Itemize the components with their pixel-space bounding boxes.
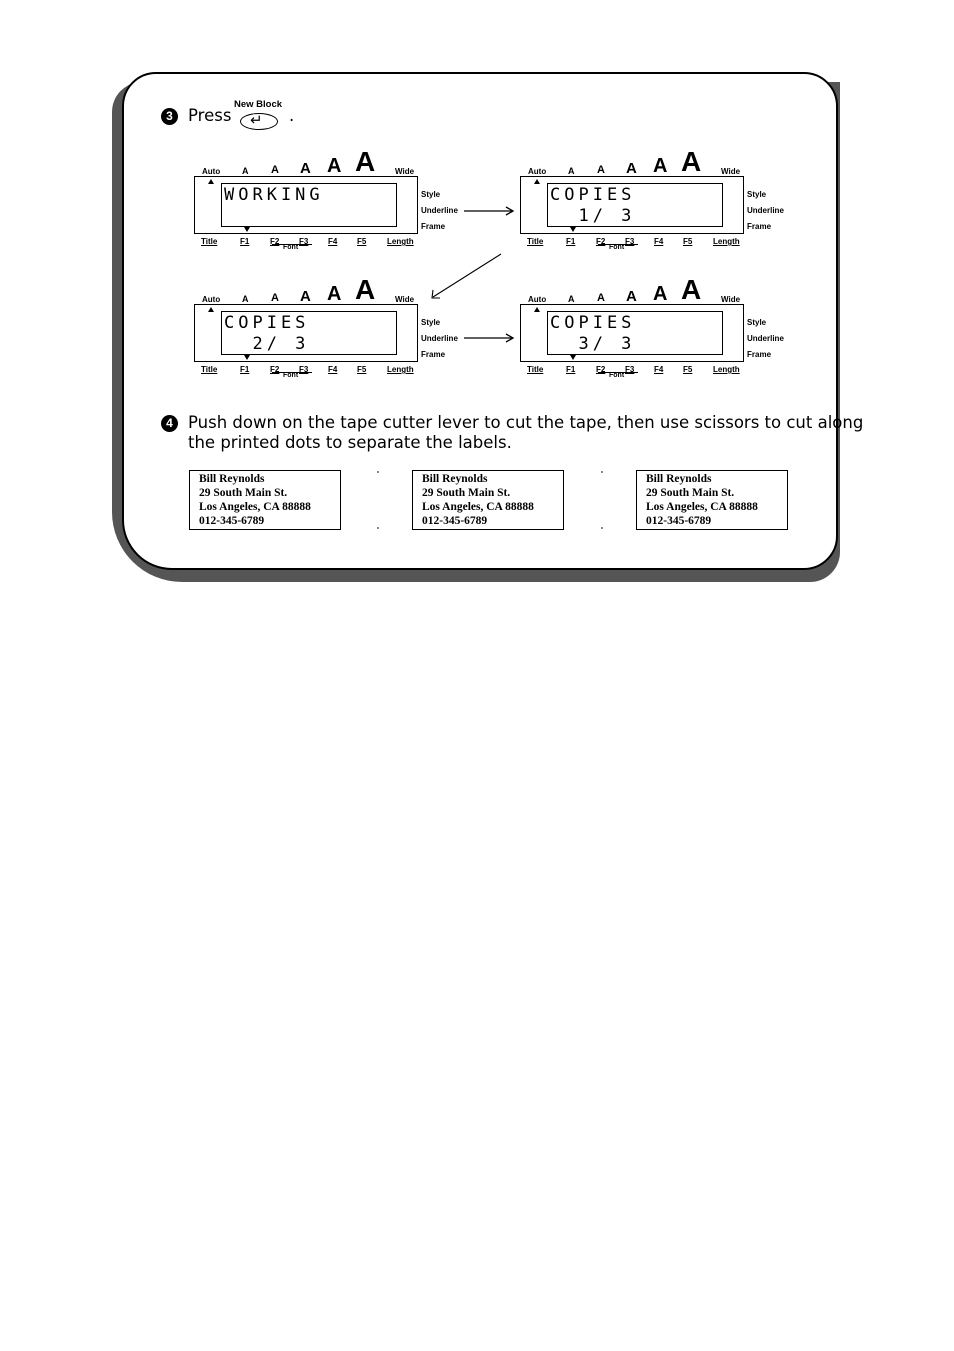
cursor-up-icon bbox=[208, 179, 214, 184]
lcd-display-2 bbox=[520, 146, 784, 251]
label-line: Bill Reynolds bbox=[199, 473, 265, 485]
size-indicator: A bbox=[300, 288, 311, 305]
function-key-label: Title bbox=[527, 365, 544, 374]
side-indicator: Style bbox=[421, 190, 441, 199]
size-indicator: A bbox=[568, 294, 575, 304]
function-key-row bbox=[200, 237, 424, 247]
side-indicator: Underline bbox=[747, 206, 784, 215]
side-indicator: Style bbox=[747, 190, 767, 199]
side-indicator: Frame bbox=[747, 350, 772, 359]
function-key-label: F1 bbox=[566, 365, 576, 374]
new-block-key-label: New Block bbox=[234, 99, 283, 110]
function-key-label: F2 bbox=[270, 237, 280, 246]
label-line: 012-345-6789 bbox=[646, 515, 712, 527]
size-indicator: A bbox=[355, 146, 376, 177]
function-key-label: Length bbox=[387, 237, 414, 246]
font-size-indicators bbox=[520, 146, 760, 177]
cut-dot bbox=[377, 471, 379, 473]
step-3-period: . bbox=[289, 106, 295, 125]
printed-label-1 bbox=[189, 470, 341, 530]
function-key-label: Length bbox=[387, 365, 414, 374]
size-indicator: Auto bbox=[202, 167, 221, 176]
lcd-line-1: COPIES bbox=[550, 185, 636, 205]
lcd-screen bbox=[194, 304, 418, 362]
function-key-label: Title bbox=[201, 365, 218, 374]
step-4-number: 4 bbox=[161, 415, 178, 432]
side-indicator: Underline bbox=[421, 206, 458, 215]
cursor-down-icon bbox=[244, 355, 250, 360]
function-key-label: F4 bbox=[328, 237, 338, 246]
side-indicator: Frame bbox=[421, 222, 446, 231]
function-key-label: F5 bbox=[357, 237, 367, 246]
lcd-line-1: WORKING bbox=[224, 185, 324, 205]
side-indicator: Frame bbox=[747, 222, 772, 231]
cut-dot bbox=[377, 527, 379, 529]
lcd-screen bbox=[520, 304, 744, 362]
size-indicator: A bbox=[242, 294, 249, 304]
size-indicator: A bbox=[597, 292, 605, 304]
step-3-number: 3 bbox=[161, 108, 178, 125]
lcd-display-4 bbox=[520, 274, 784, 379]
size-indicator: A bbox=[327, 155, 342, 177]
function-key-row bbox=[526, 365, 750, 375]
label-line: 012-345-6789 bbox=[199, 515, 265, 527]
size-indicator: Wide bbox=[395, 295, 415, 304]
step-3-text: Press bbox=[188, 106, 232, 125]
side-indicator: Frame bbox=[421, 350, 446, 359]
function-key-label: F5 bbox=[683, 365, 693, 374]
size-indicator: A bbox=[242, 166, 249, 176]
function-key-label: F4 bbox=[654, 365, 664, 374]
size-indicator: A bbox=[327, 283, 342, 305]
function-key-label: F5 bbox=[357, 365, 367, 374]
cut-dot bbox=[601, 471, 603, 473]
size-indicator: A bbox=[271, 164, 279, 176]
function-key-label: F3 bbox=[299, 237, 309, 246]
size-indicator: A bbox=[355, 274, 376, 305]
size-indicator: A bbox=[653, 155, 668, 177]
lcd-line-2: 2/ 3 bbox=[224, 334, 310, 354]
step-4-line-2: the printed dots to separate the labels. bbox=[188, 433, 512, 452]
enter-icon: ↵ bbox=[250, 112, 263, 129]
printed-label-3 bbox=[636, 470, 788, 530]
function-key-label: Title bbox=[201, 237, 218, 246]
size-indicator: Auto bbox=[202, 295, 221, 304]
function-key-label: F5 bbox=[683, 237, 693, 246]
label-line: 29 South Main St. bbox=[646, 487, 735, 499]
function-key-label: Length bbox=[713, 365, 740, 374]
label-line: Los Angeles, CA 88888 bbox=[646, 501, 758, 513]
label-line: 012-345-6789 bbox=[422, 515, 488, 527]
lcd-display-1 bbox=[194, 146, 458, 251]
function-key-label: Title bbox=[527, 237, 544, 246]
font-label: Font bbox=[609, 372, 625, 379]
size-indicator: A bbox=[653, 283, 668, 305]
step-4-line-1: Push down on the tape cutter lever to cut the tape, then use scissors to cut along bbox=[188, 413, 864, 432]
function-key-row bbox=[526, 237, 750, 247]
new-block-key bbox=[240, 113, 278, 130]
side-indicator: Underline bbox=[421, 334, 458, 343]
size-indicator: A bbox=[568, 166, 575, 176]
function-key-row bbox=[200, 365, 424, 375]
side-indicator: Underline bbox=[747, 334, 784, 343]
font-label: Font bbox=[609, 244, 625, 251]
function-key-label: F2 bbox=[596, 365, 606, 374]
cursor-down-icon bbox=[244, 227, 250, 232]
label-line: Los Angeles, CA 88888 bbox=[422, 501, 534, 513]
font-size-indicators bbox=[520, 274, 760, 305]
function-key-label: F3 bbox=[625, 365, 635, 374]
size-indicator: A bbox=[271, 292, 279, 304]
arrow-right-icon bbox=[462, 331, 518, 345]
lcd-screen bbox=[520, 176, 744, 234]
label-line: Bill Reynolds bbox=[646, 473, 712, 485]
function-key-label: F1 bbox=[566, 237, 576, 246]
font-size-indicators bbox=[194, 146, 434, 177]
cursor-up-icon bbox=[534, 179, 540, 184]
side-indicator: Style bbox=[421, 318, 441, 327]
size-indicator: A bbox=[681, 146, 702, 177]
font-label: Font bbox=[283, 372, 299, 379]
font-size-indicators bbox=[194, 274, 434, 305]
function-key-label: F4 bbox=[654, 237, 664, 246]
function-key-label: F3 bbox=[625, 237, 635, 246]
function-key-label: F2 bbox=[596, 237, 606, 246]
cut-dot bbox=[601, 527, 603, 529]
size-indicator: Wide bbox=[395, 167, 415, 176]
size-indicator: A bbox=[300, 160, 311, 177]
function-key-label: F4 bbox=[328, 365, 338, 374]
size-indicator: Auto bbox=[528, 167, 547, 176]
label-line: Bill Reynolds bbox=[422, 473, 488, 485]
cursor-up-icon bbox=[534, 307, 540, 312]
arrow-down-left-icon bbox=[428, 252, 504, 302]
size-indicator: Wide bbox=[721, 167, 741, 176]
function-key-label: F3 bbox=[299, 365, 309, 374]
cursor-down-icon bbox=[570, 355, 576, 360]
lcd-line-2: 1/ 3 bbox=[550, 206, 636, 226]
cursor-up-icon bbox=[208, 307, 214, 312]
lcd-screen bbox=[194, 176, 418, 234]
font-label: Font bbox=[283, 244, 299, 251]
size-indicator: Auto bbox=[528, 295, 547, 304]
function-key-label: F1 bbox=[240, 365, 250, 374]
size-indicator: A bbox=[597, 164, 605, 176]
size-indicator: A bbox=[626, 160, 637, 177]
printed-label-2 bbox=[412, 470, 564, 530]
lcd-line-1: COPIES bbox=[224, 313, 310, 333]
function-key-label: F2 bbox=[270, 365, 280, 374]
arrow-right-icon bbox=[462, 204, 518, 218]
label-line: Los Angeles, CA 88888 bbox=[199, 501, 311, 513]
lcd-display-3 bbox=[194, 274, 458, 379]
lcd-text-area bbox=[221, 183, 397, 227]
label-line: 29 South Main St. bbox=[199, 487, 288, 499]
lcd-text-area bbox=[547, 183, 723, 227]
function-key-label: Length bbox=[713, 237, 740, 246]
function-key-label: F1 bbox=[240, 237, 250, 246]
size-indicator: Wide bbox=[721, 295, 741, 304]
lcd-text-area bbox=[547, 311, 723, 355]
side-indicator: Style bbox=[747, 318, 767, 327]
cursor-down-icon bbox=[570, 227, 576, 232]
lcd-line-1: COPIES bbox=[550, 313, 636, 333]
lcd-line-2: 3/ 3 bbox=[550, 334, 636, 354]
lcd-text-area bbox=[221, 311, 397, 355]
size-indicator: A bbox=[626, 288, 637, 305]
size-indicator: A bbox=[681, 274, 702, 305]
label-line: 29 South Main St. bbox=[422, 487, 511, 499]
